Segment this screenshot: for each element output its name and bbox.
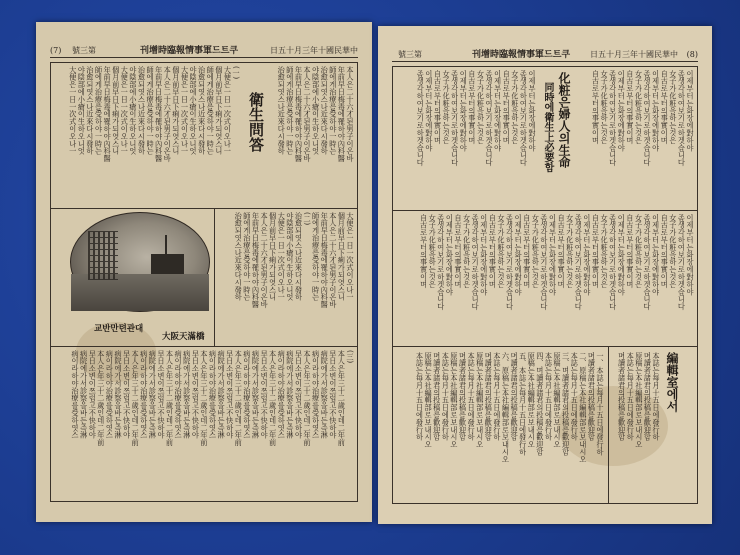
right-article-middle: 이제부터는화장에對하야 좀생각하여보기로하겟습니다 女子가化粧을하는것은 自古로부터의事實이며 이제부터는화장에對하야 좀생각하여보기로하겟습니다 女子가化粧을하는것은 自古로부터의事實이며 이제부터는화장에對하야 좀생각하여보기로하겟습니다 女子가化粧을하는것은 自古로부터의事實이며 이제부터는화장에對하야 좀생각하여보기로하겟습니다 女子가化粧을하는것은 自古로부터의事實이며 이제부터는화장에對하야 좀생각하여보기로하겟습니다 女子가化粧을하는것은 自古로부터의事實이며 이제부터는화장에對하야 좀생각하여보기로하겟습니다 女子가化粧을하는것은 自古로부터의事實이며 이제부터는화장에對하야 좀생각하여보기로하겟습니다 女子가化粧을하는것은 自古로부터의事實이며 이제부터는화장에對하야 좀생각하여보기로하겟습니다 女子가化粧을하는것은 自古로부터의事實이며	[419, 214, 695, 311]
left-page-number: (7)	[50, 46, 62, 55]
photo-caption-korean: 교반만텬관대	[94, 324, 144, 334]
notice-intro: 本誌는每月十五日에發行하 며讀者諸君의投稿를歡迎함 原稿는本社編輯部로보내시오 本誌는每月十五日에發行하 며讀者諸君의投稿를歡迎함	[617, 352, 661, 449]
left-photo-divider	[214, 208, 215, 346]
bridge-photo	[70, 212, 210, 312]
right-page	[378, 26, 712, 524]
photo-caption-chinese: 大阪天滿橋	[162, 332, 205, 342]
left-article-answer: (一) 大便은一日一次式이오나一 個月前早日下痢가되엿스니 師에게治療를受하야一時는 治愈되엿스나近來다시發하 야陰部에小瘡이生하오니엇 大便은一日一次式이오나一 個月前早日下痢가되엿스니 本人은二十六才된男子이온바 年前早日梅毒에罹하야內科醫 師에게治療를受하야一時는 治愈되엿스나近來다시發하 야陰部에小瘡이生하오니엇 大便은一日一次式이오나一 個月前早日下痢가되엿스니 年前早日梅毒에罹하야內科醫 師에게治療를受하야一時는 治愈되엿스나近來다시發하 야陰部에小瘡이生하오니엇 大便은一日一次式이오나一	[68, 66, 241, 163]
left-page-header	[50, 44, 358, 58]
left-publication-date: 日五十月三年十國民華中	[270, 46, 358, 55]
right-page-number: (8)	[686, 50, 698, 59]
right-publication-title: 刊增時臨報情事軍드트쿠	[472, 50, 571, 60]
feature-subheading: 同時에衛生上必要함	[542, 82, 553, 172]
left-section-heading: 衛生問答	[247, 92, 265, 152]
feature-heading: 化粧은婦人의生命	[557, 72, 571, 168]
left-article-top: 本人은二十六才된男子이온바 年前早日梅毒에罹하야內科醫 師에게治療를受하야一時는 治愈되엿스나近來다시發하 야陰部에小瘡이生하오니엇 本人은二十六才된男子이온바 年前早日梅毒에罹하야內科醫 師에게治療를受하야一時는 治愈되엿스나近來다시發하	[277, 66, 355, 163]
left-divider-1	[50, 208, 358, 209]
left-article-mid: 大便은一日一次式이오나一 個月前早日下痢가되엿스니 本人은二十六才된男子이온바 年前早日梅毒에罹하야內科醫 師에게治療를受하야一時는 (二) 治愈되엿스나近來다시發하 야陰部에小瘡이生하오니엇 大便은一日一次式이오나一 個月前早日下痢가되엿스니 本人은二十六才된男子이온바 年前早日梅毒에罹하야內科醫 師에게治療를受하야一時는 治愈되엿스나近來다시發하	[234, 212, 355, 309]
left-issue-label: 號三第	[72, 46, 96, 55]
notice-heading: 編輯室에서	[665, 352, 679, 412]
right-notice-divider	[608, 346, 609, 504]
right-page-header	[392, 48, 698, 62]
right-issue-label: 號三第	[398, 50, 422, 59]
right-article-top-continued: 이제부터는화장에對하야 좀생각하여보기로하겟습니다 女子가化粧을하는것은 自古로부터의事實이며 이제부터는화장에對하야 좀생각하여보기로하겟습니다 女子가化粧을하는것은 自古로부터의事實이며 이제부터는화장에對하야 좀생각하여보기로하겟습니다 女子가化粧을하는것은 自古로부터의事實이며 이제부터는화장에對하야 좀생각하여보기로하겟습니다	[416, 70, 537, 167]
notice-items: 一、本誌는每月十五日에發行하 며讀者諸君의投稿를歡迎함 二、原稿는本社編輯部로보내시오 本誌는每月十五日에發行하 三、며讀者諸君의投稿를歡迎함 原稿는本社編輯部로보내시오 本誌는每月十五日에發行하 四、며讀者諸君의投稿를歡迎함 原稿는本社編輯部로보내시오 五、本誌는每月十五日에發行하 며讀者諸君의投稿를歡迎함 六、原稿는本社編輯部로보내시오 本誌는每月十五日에發行하 며讀者諸君의投稿를歡迎함 原稿는本社編輯部로보내시오 本誌는每月十五日에發行하 며讀者諸君의投稿를歡迎함 原稿는本社編輯部로보내시오 本誌는每月十五日에發行하 며讀者諸君의投稿를歡迎함 原稿는本社編輯部로보내시오 本誌는每月十五日에發行하	[415, 352, 605, 464]
left-divider-2	[50, 346, 358, 347]
left-publication-title: 刊增時臨報情事軍드트쿠	[140, 46, 239, 56]
left-article-bottom: (三) 本人은年三十二歲인데二年前 早日소변이쯔럽고不快하야 病院에가서診察을바든즉淋 病이라하야治療를受하엿스 本人은年三十二歲인데二年前 早日소변이쯔럽고不快하야 病院에가서診察을바든즉淋 病이라하야治療를受하엿스 本人은年三十二歲인데二年前 早日소변이쯔럽고不快하야 病院에가서診察을바든즉淋 病이라하야治療를受하엿스 本人은年三十二歲인데二年前 早日소변이쯔럽고不快하야 病院에가서診察을바든즉淋 病이라하야治療를受하엿스 本人은年三十二歲인데二年前 早日소변이쯔럽고不快하야 病院에가서診察을바든즉淋 病이라하야治療를受하엿스 本人은年三十二歲인데二年前 早日소변이쯔럽고不快하야 病院에가서診察을바든즉淋 病이라하야治療를受하엿스 本人은年三十二歲인데二年前 早日소변이쯔럽고不快하야 病院에가서診察을바든즉淋 病이라하야治療를受하엿스 本人은年三十二歲인데二年前 早日소변이쯔럽고不快하야 病院에가서診察을바든즉淋 病이라하야治療를受하엿스	[71, 350, 355, 447]
right-article-top: 이제부터는화장에對하야 좀생각하여보기로하겟습니다 女子가化粧을하는것은 自古로부터의事實이며 이제부터는화장에對하야 좀생각하여보기로하겟습니다 女子가化粧을하는것은 自古로부터의事實이며 이제부터는화장에對하야 좀생각하여보기로하겟습니다 女子가化粧을하는것은 自古로부터의事實이며	[591, 70, 695, 167]
right-publication-date: 日五十月三年十國民華中	[590, 50, 678, 59]
left-page	[36, 22, 372, 522]
right-divider-2	[392, 346, 698, 347]
right-divider-1	[392, 210, 698, 211]
